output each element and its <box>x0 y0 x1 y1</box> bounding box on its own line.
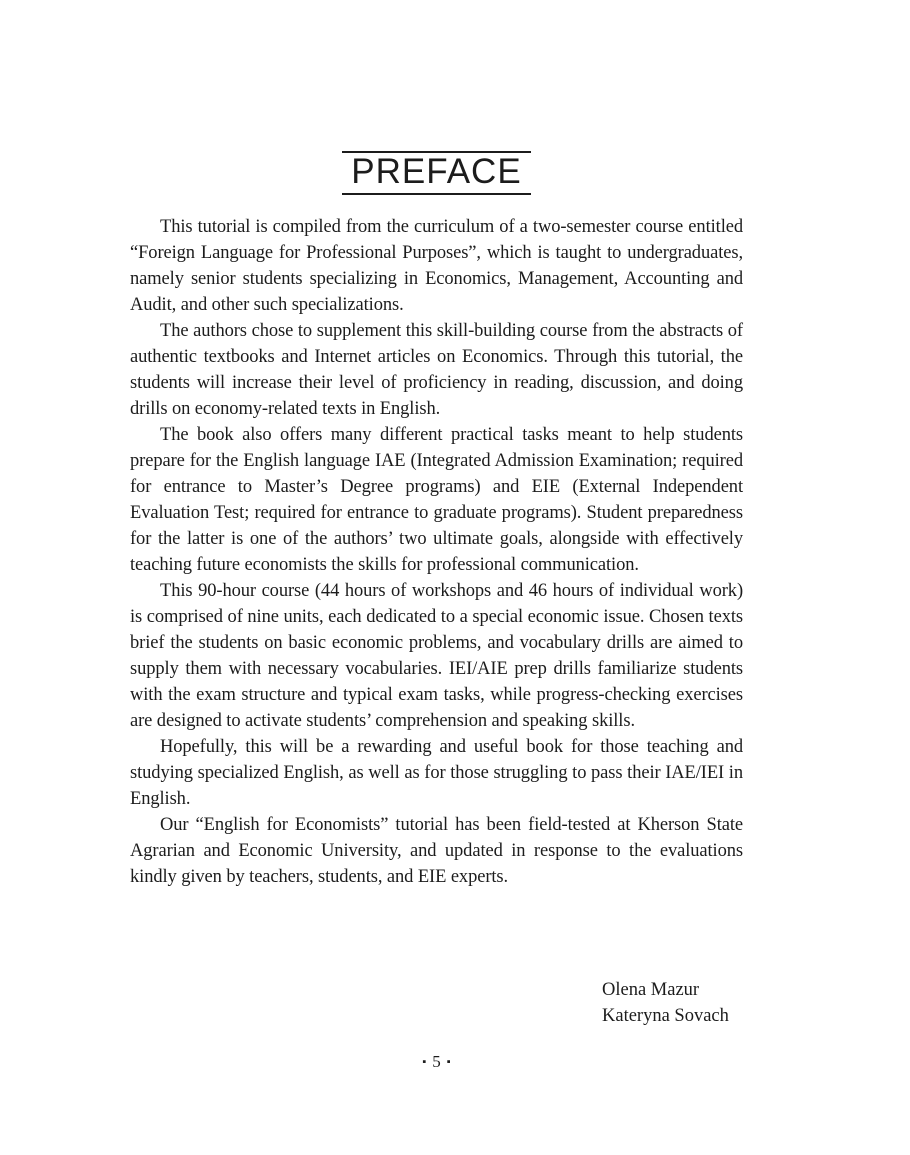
preface-body <box>130 214 743 890</box>
author-name-1: Olena Mazur <box>602 980 700 1000</box>
preface-paragraph-5: Hopefully, this will be a rewarding and useful book for those teaching and studying specialized English, as well as for those struggling to pass their IAE/IEI in English. <box>130 737 743 809</box>
page-footer <box>130 1052 743 1072</box>
author-signature <box>602 977 729 1029</box>
preface-paragraph-6: Our “English for Economists” tutorial has been field-tested at Kherson State Agrarian and Economic University, and updated in response to the evaluations kindly given by teachers, students, and EIE experts. <box>130 815 743 887</box>
page-title: PREFACE <box>342 151 530 195</box>
page-number: 5 <box>432 1052 441 1071</box>
footer-marker-left: ▪ <box>422 1056 427 1068</box>
preface-paragraph-4: This 90-hour course (44 hours of workshops and 46 hours of individual work) is comprised of nine units, each dedicated to a special economic issue. Chosen texts brief the students on basic economic problems, and vocabulary drills are aimed to supply them with necessary vocabularies. IEI/AIE prep drills familiarize students with the exam structure and typical exam tasks, while progress-checking exercises are designed to activate students’ comprehension and speaking skills. <box>130 581 743 731</box>
title-block <box>130 151 743 195</box>
preface-paragraph-1: This tutorial is compiled from the curriculum of a two-semester course entitled “Foreign Language for Professional Purposes”, which is taught to undergraduates, namely senior students specializing in Economics, Management, Accounting and Audit, and other such specializations. <box>130 217 743 315</box>
footer-marker-right: ▪ <box>446 1056 451 1068</box>
preface-paragraph-2: The authors chose to supplement this skill-building course from the abstracts of authentic textbooks and Internet articles on Economics. Through this tutorial, the students will increase their level of proficiency in reading, discussion, and doing drills on economy-related texts in English. <box>130 321 743 419</box>
preface-paragraph-3: The book also offers many different practical tasks meant to help students prepare for the English language IAE (Integrated Admission Examination; required for entrance to Master’s Degree programs) and EIE (External Independent Evaluation Test; required for entrance to graduate programs). Student preparedness for the latter is one of the authors’ two ultimate goals, alongside with effectively teaching future economists the skills for professional communication. <box>130 425 743 575</box>
author-name-2: Kateryna Sovach <box>602 1006 729 1026</box>
